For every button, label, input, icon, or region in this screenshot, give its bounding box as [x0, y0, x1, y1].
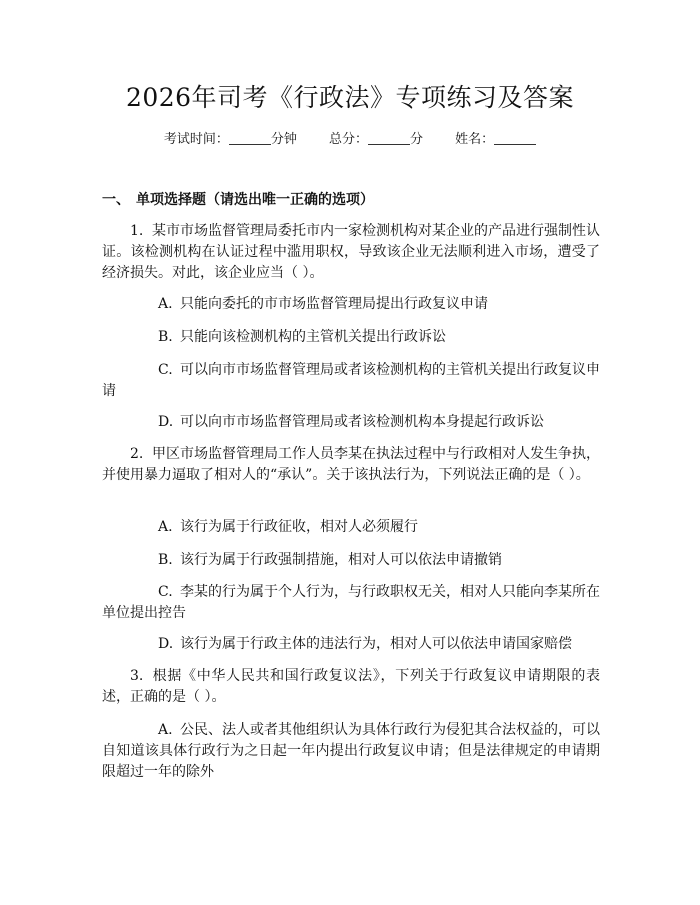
section-title: 单项选择题（请选出唯一正确的选项） [136, 192, 374, 208]
question-text: 根据《中华人民共和国行政复议法》，下列关于行政复议申请期限的表述，正确的是（ ）。 [102, 668, 600, 705]
student-name [455, 132, 536, 147]
option-text: 可以向市市场监督管理局或者该检测机构本身提起行政诉讼 [180, 414, 544, 430]
question-text: 某市市场监督管理局委托市内一家检测机构对某企业的产品进行强制性认证。该检测机构在认证过程中滥用职权，导致该企业无法顺利进入市场，遭受了经济损失。对此，该企业应当（ ）。 [102, 223, 600, 281]
question-1-stem [102, 221, 600, 284]
total-score-label: 总分： [328, 132, 368, 147]
exam-time-blank [229, 131, 271, 145]
option-label: D. [158, 636, 174, 652]
exam-time-unit: 分钟 [270, 132, 297, 147]
exam-time [164, 132, 301, 147]
option-text: 该行为属于行政强制措施，相对人可以依法申请撤销 [180, 552, 502, 568]
section-heading [102, 191, 374, 209]
option-text: 只能向委托的市市场监督管理局提出行政复议申请 [180, 296, 488, 312]
question-2-option-b [102, 550, 600, 571]
question-1-option-c [102, 360, 600, 402]
option-text: 只能向该检测机构的主管机关提出行政诉讼 [180, 329, 446, 345]
option-label: B. [158, 552, 173, 568]
option-label: B. [158, 329, 173, 345]
option-text: 公民、法人或者其他组织认为具体行政行为侵犯其合法权益的，可以自知道该具体行政行为之日起一年内提出行政复议申请；但是法律规定的申请期限超过一年的除外 [102, 722, 600, 780]
student-name-label: 姓名： [455, 132, 495, 147]
question-1-option-b [102, 327, 600, 348]
option-label: A. [158, 722, 173, 738]
question-text: 甲区市场监督管理局工作人员李某在执法过程中与行政相对人发生争执，并使用暴力逼取了相对人的“承认”。关于该执法行为，下列说法正确的是（ ）。 [102, 446, 600, 483]
question-2-stem [102, 444, 600, 486]
option-label: A. [158, 296, 173, 312]
option-text: 该行为属于行政主体的违法行为，相对人可以依法申请国家赔偿 [180, 636, 572, 652]
option-text: 可以向市市场监督管理局或者该检测机构的主管机关提出行政复议申请 [102, 362, 600, 399]
option-label: C. [158, 362, 173, 378]
total-score-blank [368, 131, 410, 145]
total-score [329, 132, 427, 147]
exam-meta-line [0, 131, 700, 149]
exam-time-label: 考试时间： [163, 132, 229, 147]
option-text: 李某的行为属于个人行为，与行政职权无关，相对人只能向李某所在单位提出控告 [102, 584, 600, 621]
section-number: 一、 [102, 192, 130, 208]
option-text: 该行为属于行政征收，相对人必须履行 [180, 519, 418, 535]
question-3-option-a [102, 720, 600, 783]
question-number: 1. [130, 223, 144, 239]
question-1-option-d [102, 412, 600, 433]
question-2-option-c [102, 582, 600, 624]
student-name-blank [494, 131, 536, 145]
question-2-option-a [102, 517, 600, 538]
question-1-option-a [102, 294, 600, 315]
option-label: C. [158, 584, 173, 600]
question-3-stem [102, 666, 600, 708]
question-number: 3. [130, 668, 144, 684]
option-label: A. [158, 519, 173, 535]
question-2-option-d [102, 634, 600, 655]
option-label: D. [158, 414, 174, 430]
total-score-unit: 分 [410, 132, 424, 147]
document-title: 2026年司考《行政法》专项练习及答案 [125, 83, 575, 112]
question-number: 2. [130, 446, 144, 462]
